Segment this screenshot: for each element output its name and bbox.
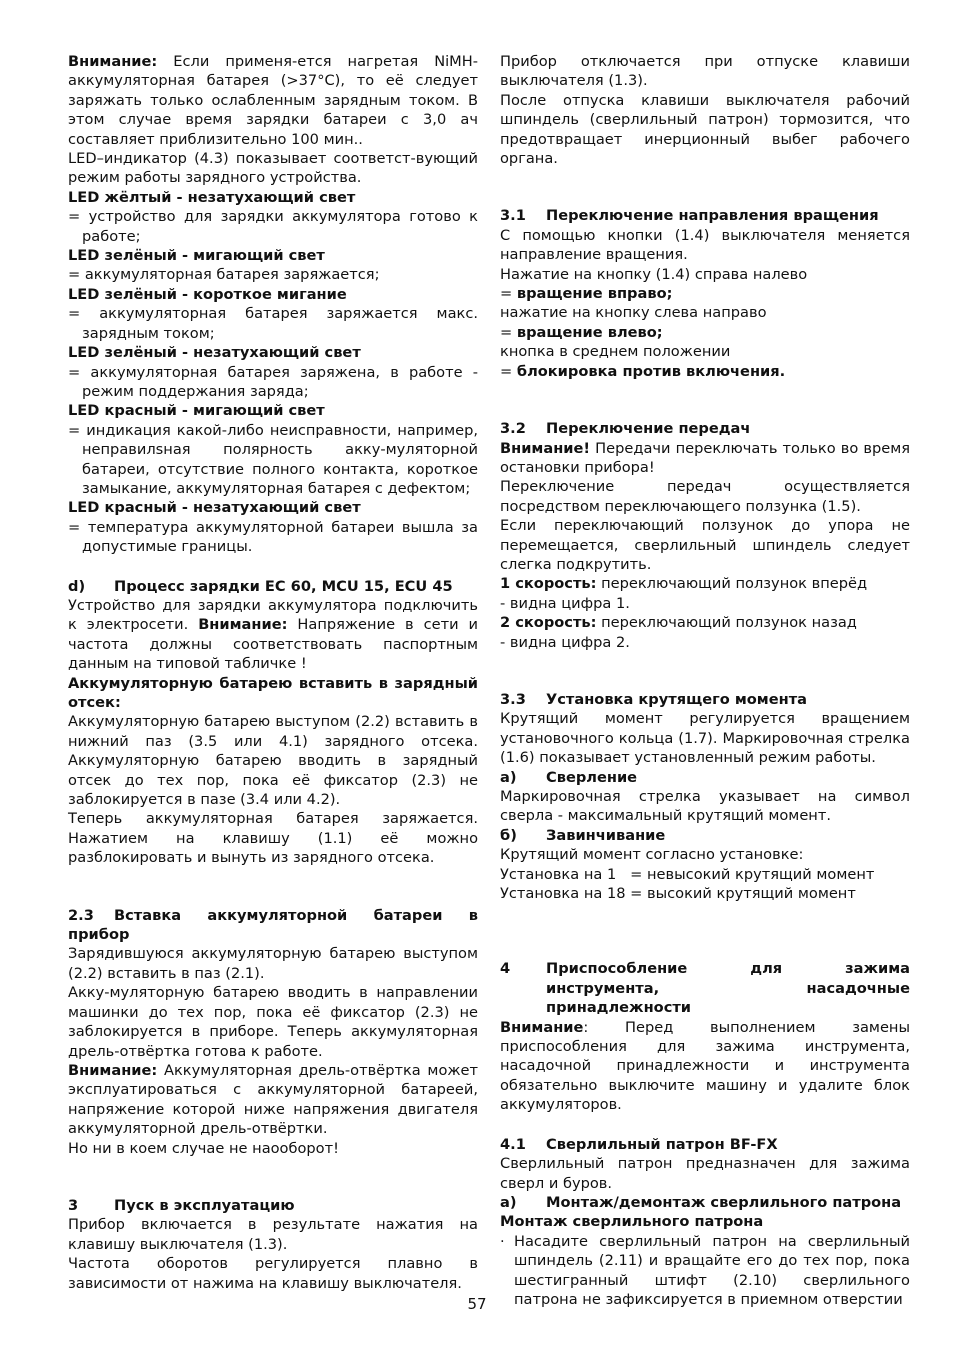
- section-3-1-heading: 3.1 Переключение направления вращения: [500, 207, 879, 225]
- led-yellow-steady-desc: = устройство для зарядки аккумулятора готово к работе;: [68, 208, 478, 245]
- led-yellow-steady-title: LED жёлтый - незатухающий свет: [68, 188, 356, 206]
- section-3-2-heading: 3.2 Переключение передач: [500, 420, 751, 438]
- section-3-p1: Прибор включается в результате нажатия на клавишу выключателя (1.3).: [68, 1216, 478, 1253]
- section-d-p1: Устройство для зарядки аккумулятора подключить к электросети. Внимание: Напряжение в сети и частота должны соответствовать паспортным данным на типовой табличке !: [68, 596, 478, 673]
- speed-1: 1 скорость: переключающий ползунок вперёд: [500, 575, 868, 593]
- led-red-steady-title: LED красный - незатухающий свет: [68, 499, 361, 517]
- speed-2: 2 скорость: переключающий ползунок назад: [500, 614, 857, 632]
- led-green-short-title: LED зелёный - короткое мигание: [68, 285, 347, 303]
- warning-paragraph: Внимание: Если применя-ется нагретая NiMH-аккумуляторная батарея (>37°С), то её следует заряжать только ослабленным зарядным током. В этом случае время зарядки батареи с 3,0 ач составляет приблизительно 100 мин..: [68, 53, 478, 148]
- mount-heading: а) Монтаж/демонтаж сверлильного патрона: [500, 1193, 902, 1211]
- led-green-short-desc: = аккумуляторная батарея заряжается макс. зарядным током;: [68, 305, 478, 342]
- led-green-steady-title: LED зелёный - незатухающий свет: [68, 344, 361, 362]
- section-3-2-p3: Если переключающий ползунок до упора не перемещается, сверлильный шпиндель следует слегка подкрутить.: [500, 517, 910, 573]
- section-3-3-heading: 3.3 Установка крутящего момента: [500, 690, 808, 708]
- led-red-steady-desc: = температура аккумуляторной батареи вышла за допустимые границы.: [68, 518, 478, 556]
- section-4-1-heading: 4.1 Сверлильный патрон BF-FX: [500, 1135, 778, 1153]
- led-red-blink-desc: = индикация какой-либо неисправности, например, неправилsная полярность акку-муляторной батареи, отсутствие полного контакта, короткое замыкание, аккумуляторная батарея с дефектом;: [68, 421, 478, 497]
- section-3-1-p4: кнопка в среднем положении: [500, 343, 731, 361]
- rotation-right: = вращение вправо;: [500, 285, 673, 303]
- section-3-3-p1: Крутящий момент регулируется вращением установочного кольца (1.7). Маркировочная стрелка (1.6) показывает установленный режим работы.: [500, 710, 910, 767]
- section-4-1-p: Сверлильный патрон предназначен для зажима сверл и буров.: [500, 1155, 910, 1192]
- switch-lock: = блокировка против включения.: [500, 362, 786, 380]
- screwing-text-3: Установка на 18 = высокий крутящий момент: [500, 885, 856, 903]
- section-3-1-p2: Нажатие на кнопку (1.4) справа налево: [500, 265, 808, 283]
- section-3-p2: Частота оборотов регулируется плавно в зависимости от нажима на клавишу выключателя.: [68, 1255, 478, 1292]
- speed-1-digit: - видна цифра 1.: [500, 594, 630, 612]
- drilling-heading: а) Сверление: [500, 768, 638, 786]
- section-2-3-p1: Зарядившуюся аккумуляторную батарею выступом (2.2) вставить в паз (2.1).: [68, 945, 478, 982]
- right-column: [500, 52, 910, 1309]
- section-2-3-p4: Но ни в коем случае не наооборот!: [68, 1139, 339, 1157]
- switch-off-paragraph: Прибор отключается при отпуске клавиши выключателя (1.3).: [500, 53, 910, 90]
- screwing-heading: б) Завинчивание: [500, 826, 666, 844]
- section-d-p2: Аккумуляторную батарею выступом (2.2) вставить в нижний паз (3.5 или 4.1) зарядного отсека. Аккумуляторную батарею вводить в зарядный отсек до тех пор, пока её фиксатор (2.3) не заблокируется в пазе (3.4 или 4.2).: [68, 713, 478, 809]
- section-2-3-p3: Внимание: Аккумуляторная дрель-отвёртка может эксплуатироваться с аккумуляторной батареей, напряжение которой ниже напряжения двигателя аккумуляторной дрель-отвёртки.: [68, 1061, 478, 1138]
- led-red-blink-title: LED красный - мигающий свет: [68, 402, 325, 420]
- led-green-blink-desc: = аккумуляторная батарея заряжается;: [68, 266, 380, 284]
- mount-list-item: · Насадите сверлильный патрон на сверлильный шпиндель (2.11) и вращайте его до тех пор, пока шестигранный штифт (2.10) сверлильного патрона не зафиксируется в приемном отверстии: [500, 1232, 910, 1308]
- section-3-1-p1: С помощью кнопки (1.4) выключателя меняется направление вращения.: [500, 226, 910, 264]
- section-4-p: Внимание: Перед выполнением замены приспособления для зажима инструмента, насадочной принадлежности и инструмента обязательно выключите машину и удалите блок аккумуляторов.: [500, 1018, 910, 1114]
- brake-paragraph: После отпуска клавиши выключателя рабочий шпиндель (сверлильный патрон) тормозится, что предотвращает инерционный выбег рабочего органа.: [500, 91, 910, 168]
- section-2-3-p2: Акку-муляторную батарею вводить в направлении машинки до тех пор, пока её фиксатор (2.3) не заблокируется в приборе. Теперь аккумуляторная дрель-отвёртка готова к работе.: [68, 984, 478, 1060]
- led-intro: LED–индикатор (4.3) показывает соответст-вующий режим работы зарядного устройства.: [68, 150, 478, 187]
- section-2-3-heading: 2.3 Вставка аккумуляторной батареи в прибор: [68, 906, 478, 944]
- section-3-heading: 3 Пуск в эксплуатацию: [68, 1196, 295, 1214]
- led-green-blink-title: LED зелёный - мигающий свет: [68, 247, 325, 265]
- rotation-left: = вращение влево;: [500, 323, 663, 341]
- drilling-text: Маркировочная стрелка указывает на символ сверла - максимальный крутящий момент.: [500, 788, 910, 825]
- section-3-1-p3: нажатие на кнопку слева направо: [500, 304, 767, 322]
- led-green-steady-desc: = аккумуляторная батарея заряжена, в работе - режим поддержания заряда;: [68, 363, 478, 400]
- section-d-subheading: Аккумуляторную батарею вставить в зарядный отсек:: [68, 674, 478, 711]
- speed-2-digit: - видна цифра 2.: [500, 633, 630, 651]
- left-column: [68, 52, 478, 1293]
- section-d-heading: d) Процесс зарядки ЕС 60, МСU 15, ECU 45: [68, 577, 453, 595]
- section-3-2-p1: Внимание! Передачи переключать только во время остановки прибора!: [500, 439, 910, 476]
- section-d-p3: Теперь аккумуляторная батарея заряжается. Нажатием на клавишу (1.1) её можно разблокировать и вынуть из зарядного отсека.: [68, 810, 478, 867]
- section-4-heading: 4 Приспособление для зажима инструмента, насадочные принадлежности: [500, 960, 910, 1017]
- page-number: 57: [467, 1295, 487, 1313]
- section-3-2-p2: Переключение передач осуществляется посредством переключающего ползунка (1.5).: [500, 478, 910, 515]
- screwing-text-2: Установка на 1 = невысокий крутящий момент: [500, 865, 875, 883]
- mount-subheading: Монтаж сверлильного патрона: [500, 1213, 764, 1231]
- screwing-text-1: Крутящий момент согласно установке:: [500, 846, 804, 864]
